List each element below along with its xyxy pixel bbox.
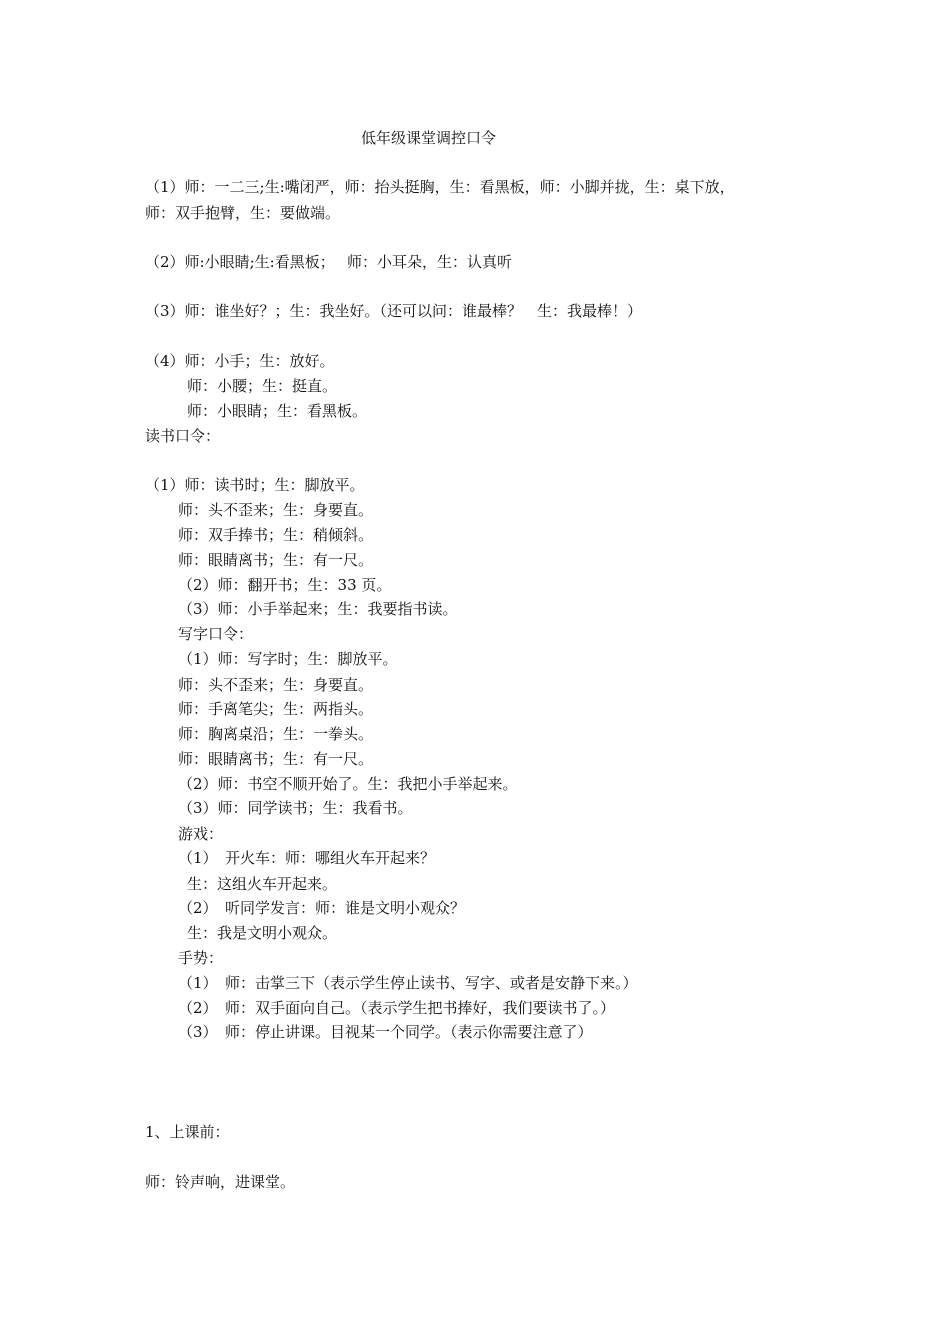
text-line: （4）师：小手；生：放好。 bbox=[145, 352, 335, 370]
text-line: （2） 听同学发言：师：谁是文明小观众？ bbox=[178, 899, 466, 917]
text-line: （3）师：同学读书；生：我看书。 bbox=[178, 799, 413, 817]
text-line: 师：双手抱臂，生：要做端。 bbox=[145, 204, 341, 222]
text-line: （3）师：谁坐好？；生：我坐好。（还可以问：谁最棒？ 生：我最棒！） bbox=[145, 302, 643, 320]
text-line: 生：我是文明小观众。 bbox=[187, 924, 338, 942]
text-line: （3） 师：停止讲课。目视某一个同学。（表示你需要注意了） bbox=[178, 1023, 593, 1041]
text-line: 师：小腰；生：挺直。 bbox=[187, 377, 338, 395]
section-heading: 1、上课前： bbox=[145, 1123, 230, 1141]
section-heading: 读书口令： bbox=[145, 427, 221, 445]
text-line: 师：头不歪来；生：身要直。 bbox=[178, 676, 374, 694]
text-line: （2）师:小眼睛;生:看黑板； 师：小耳朵，生：认真听 bbox=[145, 253, 512, 271]
text-line: （1）师：写字时；生：脚放平。 bbox=[178, 650, 398, 668]
text-line: （1） 开火车：师：哪组火车开起来？ bbox=[178, 849, 436, 867]
text-line: 师：小眼睛；生：看黑板。 bbox=[187, 402, 368, 420]
text-line: （3）师：小手举起来；生：我要指书读。 bbox=[178, 600, 458, 618]
text-line: 师：眼睛离书；生：有一尺。 bbox=[178, 750, 374, 768]
section-heading: 手势： bbox=[178, 949, 224, 967]
text-line: （2）师：翻开书；生：33 页。 bbox=[178, 576, 392, 594]
text-line: 师：手离笔尖；生：两指头。 bbox=[178, 700, 374, 718]
text-line: 师：双手捧书；生：稍倾斜。 bbox=[178, 526, 374, 544]
text-line: （1）师：读书时；生：脚放平。 bbox=[145, 476, 365, 494]
text-line: 生：这组火车开起来。 bbox=[187, 875, 338, 893]
text-line: （2）师：书空不顺开始了。生：我把小手举起来。 bbox=[178, 775, 518, 793]
page-title: 低年级课堂调控口令 bbox=[361, 129, 497, 147]
text-line: 师：铃声响，进课堂。 bbox=[145, 1173, 296, 1191]
text-line: （1）师：一二三;生:嘴闭严，师：抬头挺胸，生：看黑板，师：小脚并拢，生：桌下放， bbox=[145, 178, 735, 196]
text-line: 师：头不歪来；生：身要直。 bbox=[178, 501, 374, 519]
text-line: （2） 师：双手面向自己。（表示学生把书捧好，我们要读书了。） bbox=[178, 999, 616, 1017]
text-line: （1） 师：击掌三下（表示学生停止读书、写字、或者是安静下来。） bbox=[178, 974, 638, 992]
text-line: 师：胸离桌沿；生：一拳头。 bbox=[178, 725, 374, 743]
section-heading: 写字口令： bbox=[178, 625, 254, 643]
section-heading: 游戏： bbox=[178, 825, 224, 843]
text-line: 师：眼睛离书；生：有一尺。 bbox=[178, 551, 374, 569]
